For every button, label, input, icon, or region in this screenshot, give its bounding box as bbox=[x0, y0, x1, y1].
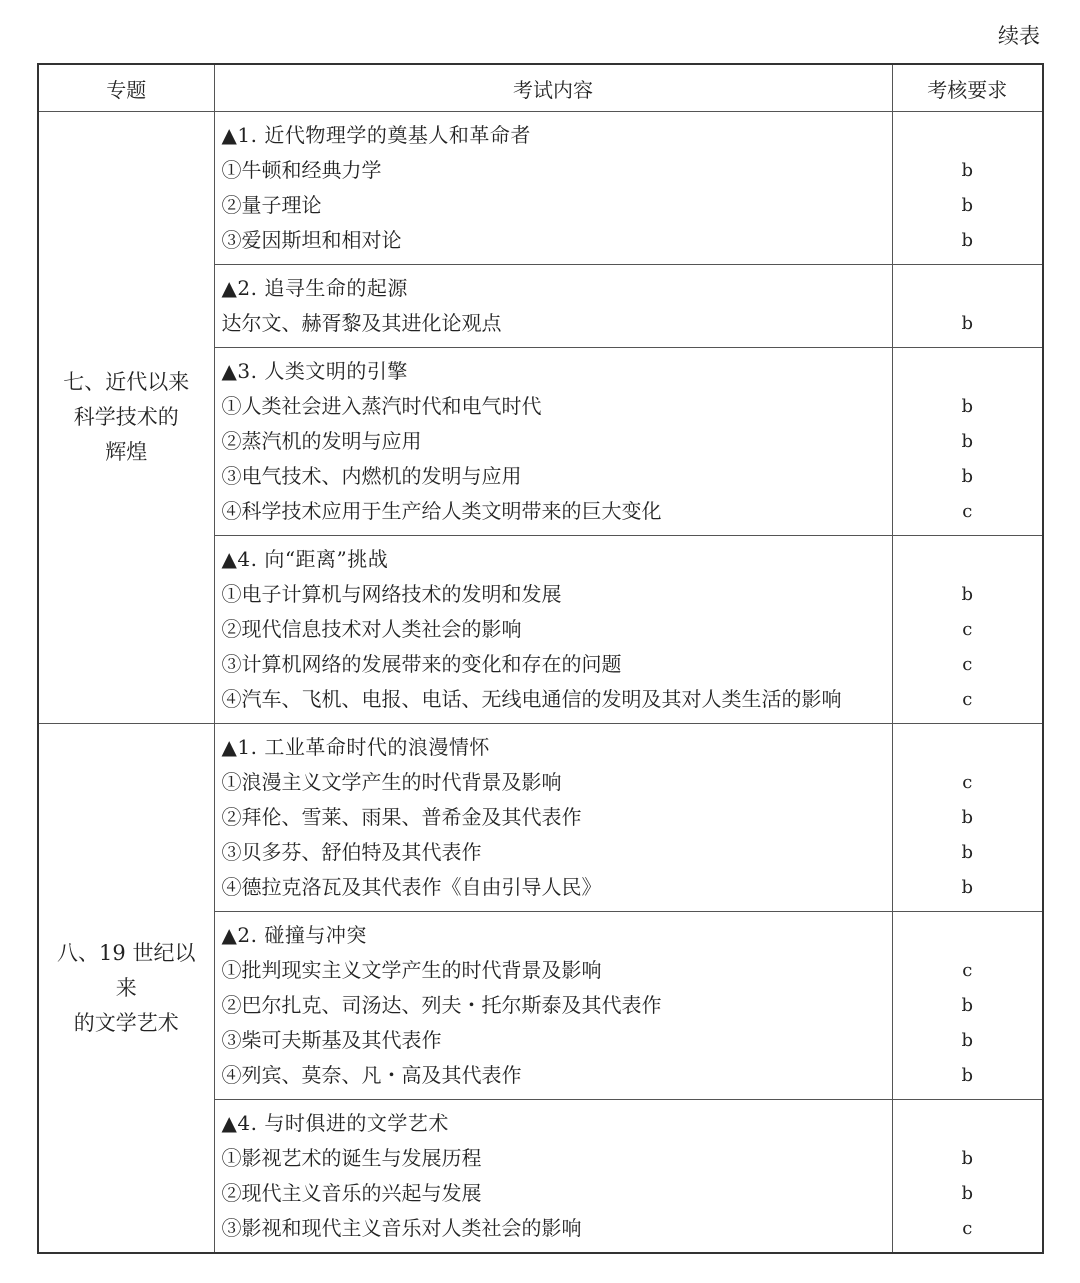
topic-name-line: 科学技术的 bbox=[73, 405, 179, 429]
topic-cell bbox=[38, 112, 214, 724]
content-cell bbox=[214, 724, 892, 912]
requirement-blank bbox=[893, 271, 1043, 306]
table-header-row bbox=[38, 64, 1043, 112]
content-item: ①批判现实主义文学产生的时代背景及影响 bbox=[221, 958, 602, 982]
content-item: 达尔文、赫胥黎及其进化论观点 bbox=[221, 311, 502, 335]
requirement-level: b bbox=[961, 195, 974, 216]
requirement-level: c bbox=[962, 960, 973, 981]
table-row bbox=[38, 724, 1043, 912]
content-item: ②现代主义音乐的兴起与发展 bbox=[221, 1181, 482, 1205]
content-item: ③柴可夫斯基及其代表作 bbox=[221, 1028, 442, 1052]
content-item: ③影视和现代主义音乐对人类社会的影响 bbox=[221, 1216, 582, 1240]
requirement-level: c bbox=[962, 689, 973, 710]
topic-name-line: 的文学艺术 bbox=[73, 1010, 179, 1035]
requirement-blank bbox=[893, 1106, 1043, 1141]
requirement-level: b bbox=[961, 313, 974, 334]
topic-cell bbox=[38, 724, 214, 1254]
requirement-level: b bbox=[961, 1065, 974, 1086]
requirement-cell bbox=[892, 1100, 1043, 1254]
topic-name-line: 八、19 世纪以来 bbox=[57, 940, 196, 1000]
requirement-blank bbox=[893, 354, 1043, 389]
requirement-level: b bbox=[961, 396, 974, 417]
requirement-level: b bbox=[961, 1030, 974, 1051]
requirement-level: b bbox=[961, 466, 974, 487]
requirement-level: c bbox=[962, 654, 973, 675]
requirement-blank bbox=[893, 730, 1043, 765]
requirement-level: b bbox=[961, 1148, 974, 1169]
content-item: ③贝多芬、舒伯特及其代表作 bbox=[221, 840, 482, 864]
requirement-cell bbox=[892, 724, 1043, 912]
content-cell bbox=[214, 265, 892, 348]
content-item: ①牛顿和经典力学 bbox=[221, 158, 382, 182]
content-item: ④列宾、莫奈、凡・高及其代表作 bbox=[221, 1063, 522, 1087]
requirement-cell bbox=[892, 265, 1043, 348]
requirement-level: c bbox=[962, 501, 973, 522]
topic-name-line: 七、近代以来 bbox=[63, 370, 190, 394]
content-item: ②蒸汽机的发明与应用 bbox=[221, 429, 422, 453]
content-cell bbox=[214, 536, 892, 724]
requirement-level: b bbox=[961, 877, 974, 898]
requirement-cell bbox=[892, 348, 1043, 536]
content-item: ①浪漫主义文学产生的时代背景及影响 bbox=[221, 770, 562, 794]
content-cell bbox=[214, 348, 892, 536]
continuation-label: 续表 bbox=[998, 24, 1040, 48]
content-item: ④汽车、飞机、电报、电话、无线电通信的发明及其对人类生活的影响 bbox=[221, 687, 842, 711]
content-item: ②拜伦、雪莱、雨果、普希金及其代表作 bbox=[221, 805, 582, 829]
requirement-level: b bbox=[961, 842, 974, 863]
requirement-level: b bbox=[961, 160, 974, 181]
requirement-level: b bbox=[961, 230, 974, 251]
content-item: ①人类社会进入蒸汽时代和电气时代 bbox=[221, 394, 542, 418]
requirement-cell bbox=[892, 112, 1043, 265]
content-item: ②量子理论 bbox=[221, 193, 322, 217]
content-item: ①影视艺术的诞生与发展历程 bbox=[221, 1146, 482, 1170]
content-item: ②巴尔扎克、司汤达、列夫・托尔斯泰及其代表作 bbox=[221, 993, 662, 1017]
topic-name-line: 辉煌 bbox=[105, 440, 148, 464]
requirement-level: b bbox=[961, 431, 974, 452]
requirement-level: b bbox=[961, 995, 974, 1016]
requirement-level: c bbox=[962, 772, 973, 793]
section-title: ▲2. 追寻生命的起源 bbox=[221, 276, 408, 300]
table-row bbox=[38, 112, 1043, 265]
requirement-level: b bbox=[961, 584, 974, 605]
content-cell bbox=[214, 112, 892, 265]
requirement-level: c bbox=[962, 1218, 973, 1239]
requirement-cell bbox=[892, 912, 1043, 1100]
content-item: ③电气技术、内燃机的发明与应用 bbox=[221, 464, 522, 488]
section-title: ▲1. 近代物理学的奠基人和革命者 bbox=[221, 123, 531, 147]
section-title: ▲1. 工业革命时代的浪漫情怀 bbox=[221, 735, 490, 759]
table-body bbox=[38, 112, 1043, 1254]
requirement-level: b bbox=[961, 807, 974, 828]
content-item: ②现代信息技术对人类社会的影响 bbox=[221, 617, 522, 641]
requirement-level: b bbox=[961, 1183, 974, 1204]
content-item: ③计算机网络的发展带来的变化和存在的问题 bbox=[221, 652, 622, 676]
requirement-blank bbox=[893, 918, 1043, 953]
section-title: ▲4. 与时俱进的文学艺术 bbox=[221, 1111, 449, 1135]
section-title: ▲3. 人类文明的引擎 bbox=[221, 359, 408, 383]
requirement-blank bbox=[893, 118, 1043, 153]
header-topic: 专题 bbox=[38, 64, 214, 112]
header-requirement: 考核要求 bbox=[892, 64, 1043, 112]
header-content: 考试内容 bbox=[214, 64, 892, 112]
requirement-level: c bbox=[962, 619, 973, 640]
content-item: ④科学技术应用于生产给人类文明带来的巨大变化 bbox=[221, 499, 662, 523]
section-title: ▲2. 碰撞与冲突 bbox=[221, 923, 367, 947]
requirement-blank bbox=[893, 542, 1043, 577]
content-item: ①电子计算机与网络技术的发明和发展 bbox=[221, 582, 562, 606]
content-cell bbox=[214, 912, 892, 1100]
content-item: ④德拉克洛瓦及其代表作《自由引导人民》 bbox=[221, 875, 602, 899]
content-cell bbox=[214, 1100, 892, 1254]
content-item: ③爱因斯坦和相对论 bbox=[221, 228, 402, 252]
requirement-cell bbox=[892, 536, 1043, 724]
exam-content-table bbox=[37, 63, 1044, 1254]
section-title: ▲4. 向“距离”挑战 bbox=[221, 547, 389, 571]
